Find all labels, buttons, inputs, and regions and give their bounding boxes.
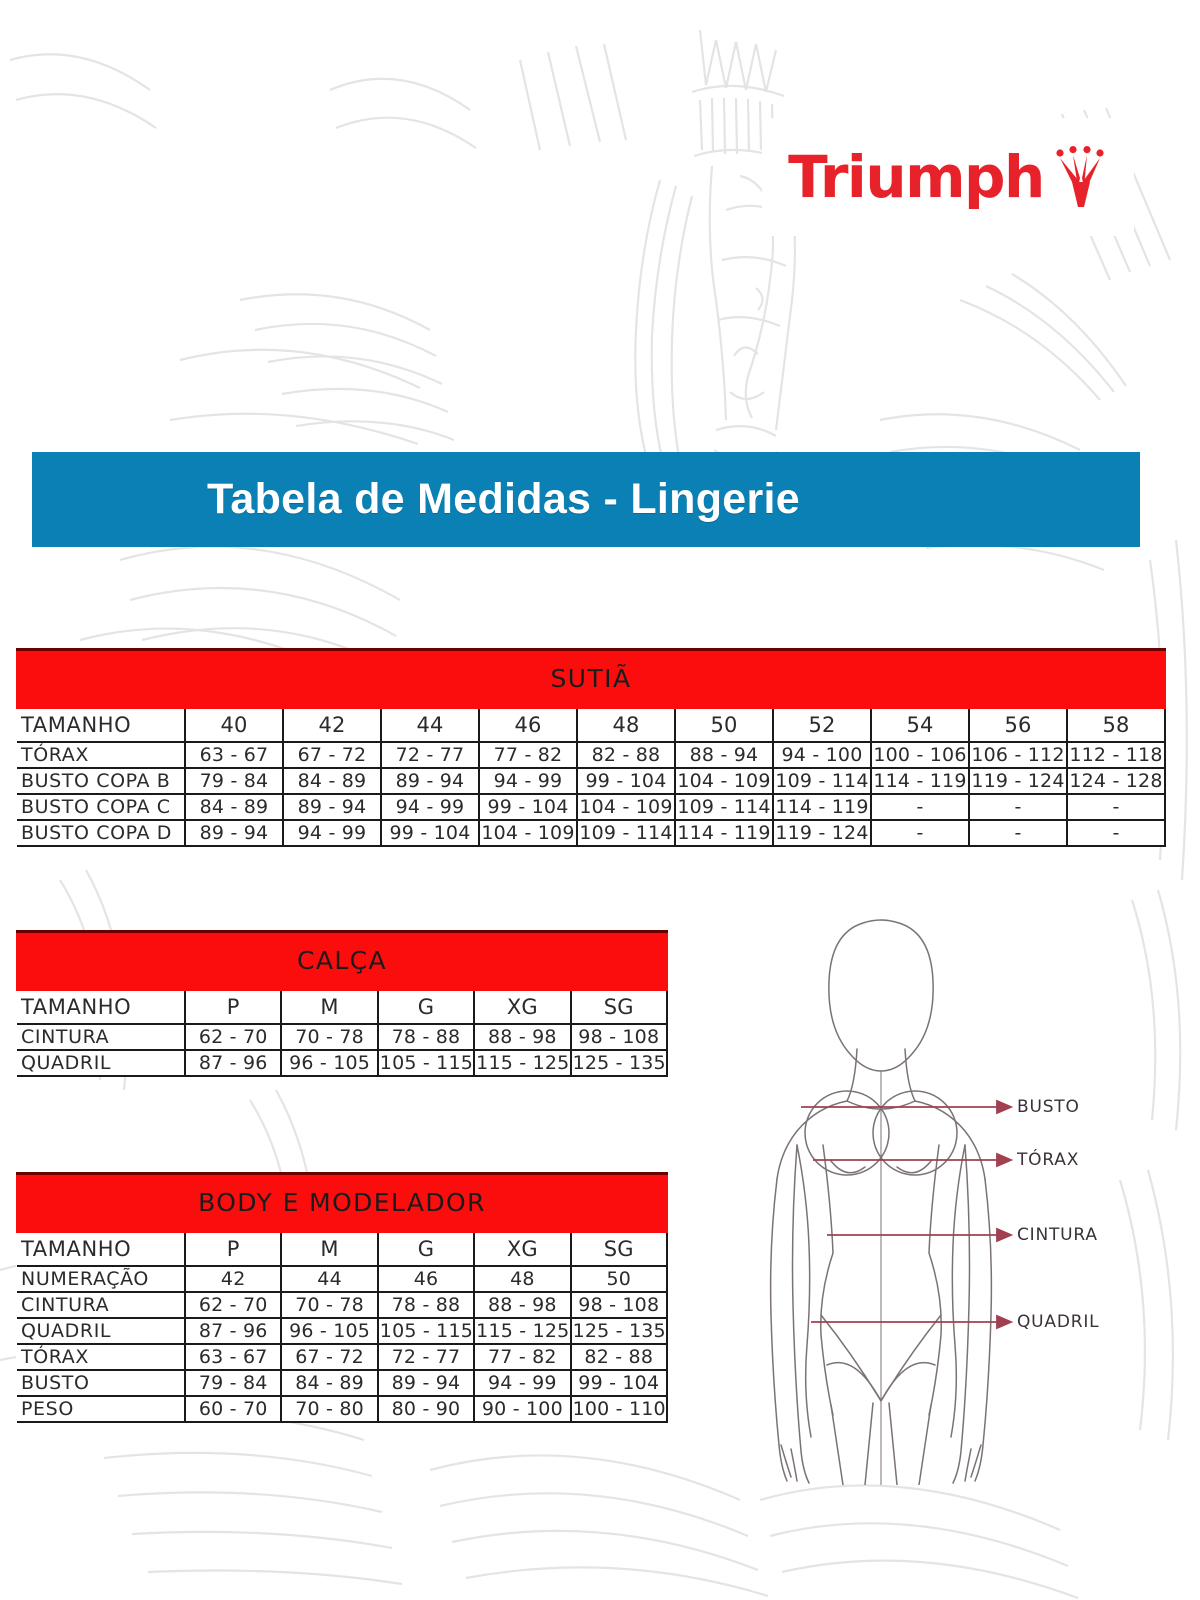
size-header-cell: 40 — [185, 708, 283, 742]
size-header-cell: 44 — [381, 708, 479, 742]
measurement-cell: 124 - 128 — [1067, 768, 1165, 794]
measurement-cell: 70 - 78 — [281, 1024, 377, 1050]
table-row — [17, 1396, 667, 1422]
row-label: CINTURA — [17, 1292, 185, 1318]
measurement-cell: 112 - 118 — [1067, 742, 1165, 768]
measurement-cell: 88 - 98 — [474, 1024, 570, 1050]
size-header-cell: XG — [474, 990, 570, 1024]
size-header-cell: SG — [571, 1232, 667, 1266]
measurement-cell: 98 - 108 — [571, 1292, 667, 1318]
measurement-cell: 72 - 77 — [378, 1344, 474, 1370]
measurement-cell: 105 - 115 — [379, 1319, 474, 1342]
measurement-cell: 98 - 108 — [571, 1024, 667, 1050]
measurement-cell: 67 - 72 — [283, 742, 381, 768]
row-label: TÓRAX — [17, 742, 185, 768]
table-row — [17, 1024, 667, 1050]
measurement-cell: 96 - 105 — [281, 1318, 377, 1344]
measurement-cell: 114 - 119 — [675, 820, 773, 846]
table-row — [17, 794, 1165, 820]
table-caption: CALÇA — [17, 932, 667, 990]
size-header-cell: M — [281, 990, 377, 1024]
size-header-cell: G — [378, 1232, 474, 1266]
measurement-cell: - — [1067, 794, 1165, 820]
size-header-cell: 52 — [773, 708, 871, 742]
measurement-cell: 100 - 110 — [572, 1397, 666, 1420]
measurement-cell: 104 - 109 — [479, 820, 577, 846]
measurement-cell: 67 - 72 — [281, 1344, 377, 1370]
size-header-cell: XG — [474, 1232, 570, 1266]
measurement-cell: 94 - 99 — [479, 768, 577, 794]
row-label: BUSTO — [17, 1370, 185, 1396]
measurement-cell: 82 - 88 — [571, 1344, 667, 1370]
measurement-cell: 94 - 100 — [773, 742, 871, 768]
header-label: TAMANHO — [17, 1232, 185, 1266]
size-header-cell: P — [185, 1232, 281, 1266]
female-body-measurement-diagram — [735, 845, 1200, 1485]
row-label: BUSTO COPA C — [17, 794, 185, 820]
measurement-cell: 94 - 99 — [474, 1370, 570, 1396]
measurement-cell: 115 - 125 — [476, 1051, 570, 1074]
measurement-cell: 114 - 119 — [773, 794, 871, 820]
measurement-cell: 84 - 89 — [281, 1370, 377, 1396]
measurement-cell: 100 - 106 — [871, 742, 969, 768]
table-row — [17, 768, 1165, 794]
table-caption: SUTIÃ — [17, 650, 1165, 708]
table-row — [17, 1344, 667, 1370]
size-table-sutia — [16, 648, 1166, 847]
measurement-cell: 94 - 99 — [381, 794, 479, 820]
table-header-row — [17, 708, 1165, 742]
table-header-row — [17, 990, 667, 1024]
size-header-cell: 54 — [871, 708, 969, 742]
size-header-cell: M — [281, 1232, 377, 1266]
measurement-cell: 77 - 82 — [474, 1344, 570, 1370]
measurement-cell: 105 - 115 — [379, 1051, 474, 1074]
measurement-cell: 114 - 119 — [871, 768, 969, 794]
measurement-cell: 84 - 89 — [185, 794, 283, 820]
brand-wordmark: Triumph — [788, 143, 1044, 211]
measurement-cell: 99 - 104 — [571, 1370, 667, 1396]
measurement-cell: 72 - 77 — [381, 742, 479, 768]
measurement-cell: 63 - 67 — [185, 742, 283, 768]
measurement-cell: 89 - 94 — [381, 768, 479, 794]
measurement-cell: 87 - 96 — [185, 1318, 281, 1344]
measurement-cell: 89 - 94 — [378, 1370, 474, 1396]
measurement-cell: 115 - 125 — [476, 1319, 570, 1342]
row-label: TÓRAX — [17, 1344, 185, 1370]
measurement-cell: 104 - 109 — [675, 768, 773, 794]
measurement-cell: 48 — [474, 1266, 570, 1292]
size-header-cell: 46 — [479, 708, 577, 742]
row-label: QUADRIL — [17, 1318, 185, 1344]
size-header-cell: 50 — [675, 708, 773, 742]
measurement-cell: 94 - 99 — [283, 820, 381, 846]
measurement-cell: 119 - 124 — [969, 768, 1067, 794]
table-row — [17, 820, 1165, 846]
measurement-cell: 88 - 98 — [474, 1292, 570, 1318]
measurement-cell: 70 - 78 — [281, 1292, 377, 1318]
measurement-cell: 125 - 135 — [572, 1051, 666, 1074]
size-header-cell: G — [378, 990, 474, 1024]
table-row — [17, 1318, 667, 1344]
measurement-cell: 42 — [185, 1266, 281, 1292]
size-header-cell: P — [185, 990, 281, 1024]
size-table-calca — [16, 930, 668, 1077]
measurement-cell: 96 - 105 — [281, 1050, 377, 1076]
measurement-cell: 62 - 70 — [185, 1292, 281, 1318]
header-label: TAMANHO — [17, 990, 185, 1024]
row-label: QUADRIL — [17, 1050, 185, 1076]
measurement-cell: 78 - 88 — [378, 1292, 474, 1318]
measurement-cell: - — [871, 794, 969, 820]
measurement-cell: 62 - 70 — [185, 1024, 281, 1050]
measure-label-busto: BUSTO — [1017, 1097, 1080, 1117]
measurement-cell: 109 - 114 — [773, 768, 871, 794]
measurement-cell: 46 — [378, 1266, 474, 1292]
measurement-cell: 60 - 70 — [185, 1396, 281, 1422]
measurement-cell: 89 - 94 — [283, 794, 381, 820]
table-row — [17, 1292, 667, 1318]
measurement-cell: 90 - 100 — [474, 1396, 570, 1422]
size-header-cell: 56 — [969, 708, 1067, 742]
measurement-cell: 50 — [571, 1266, 667, 1292]
measurement-cell: 70 - 80 — [281, 1396, 377, 1422]
measurement-cell: 84 - 89 — [283, 768, 381, 794]
measure-label-quadril: QUADRIL — [1017, 1312, 1100, 1332]
measurement-cell: 125 - 135 — [572, 1319, 666, 1342]
measurement-cell: 63 - 67 — [185, 1344, 281, 1370]
measure-label-cintura: CINTURA — [1017, 1225, 1098, 1245]
size-table-body-modelador — [16, 1172, 668, 1423]
measurement-cell: - — [969, 820, 1067, 846]
brand-logo — [762, 118, 1134, 236]
size-header-cell: 42 — [283, 708, 381, 742]
measurement-cell: - — [871, 820, 969, 846]
size-header-cell: 58 — [1067, 708, 1165, 742]
measurement-cell: 99 - 104 — [381, 820, 479, 846]
size-header-cell: 48 — [577, 708, 675, 742]
row-label: PESO — [17, 1396, 185, 1422]
measurement-cell: 78 - 88 — [378, 1024, 474, 1050]
measure-label-torax: TÓRAX — [1017, 1150, 1080, 1170]
page-title: Tabela de Medidas - Lingerie — [207, 475, 801, 523]
measurement-cell: 79 - 84 — [185, 1370, 281, 1396]
measurement-cell: 87 - 96 — [185, 1050, 281, 1076]
measurement-cell: 106 - 112 — [969, 742, 1067, 768]
measurement-cell: 77 - 82 — [479, 742, 577, 768]
table-caption-row — [17, 650, 1165, 708]
measurement-cell: 99 - 104 — [577, 768, 675, 794]
table-row — [17, 1050, 667, 1076]
row-label: CINTURA — [17, 1024, 185, 1050]
measurement-cell: 104 - 109 — [577, 794, 675, 820]
measurement-cell: 80 - 90 — [378, 1396, 474, 1422]
measurement-cell: 79 - 84 — [185, 768, 283, 794]
measurement-cell: 89 - 94 — [185, 820, 283, 846]
header-label: TAMANHO — [17, 708, 185, 742]
row-label: BUSTO COPA D — [17, 820, 185, 846]
measurement-cell: 82 - 88 — [577, 742, 675, 768]
table-caption: BODY E MODELADOR — [17, 1174, 667, 1232]
table-row — [17, 742, 1165, 768]
title-banner — [32, 452, 1140, 547]
table-row — [17, 1370, 667, 1396]
row-label: NUMERAÇÃO — [17, 1266, 185, 1292]
measurement-cell: 109 - 114 — [577, 820, 675, 846]
table-header-row — [17, 1232, 667, 1266]
measurement-cell: - — [969, 794, 1067, 820]
measurement-cell: 88 - 94 — [675, 742, 773, 768]
measurement-cell: 119 - 124 — [773, 820, 871, 846]
size-header-cell: SG — [571, 990, 667, 1024]
crown-icon — [1054, 146, 1108, 208]
measurement-cell: 99 - 104 — [479, 794, 577, 820]
measurement-cell: 44 — [281, 1266, 377, 1292]
table-caption-row — [17, 932, 667, 990]
table-caption-row — [17, 1174, 667, 1232]
row-label: BUSTO COPA B — [17, 768, 185, 794]
table-row — [17, 1266, 667, 1292]
measurement-cell: - — [1067, 820, 1165, 846]
measurement-cell: 109 - 114 — [675, 794, 773, 820]
